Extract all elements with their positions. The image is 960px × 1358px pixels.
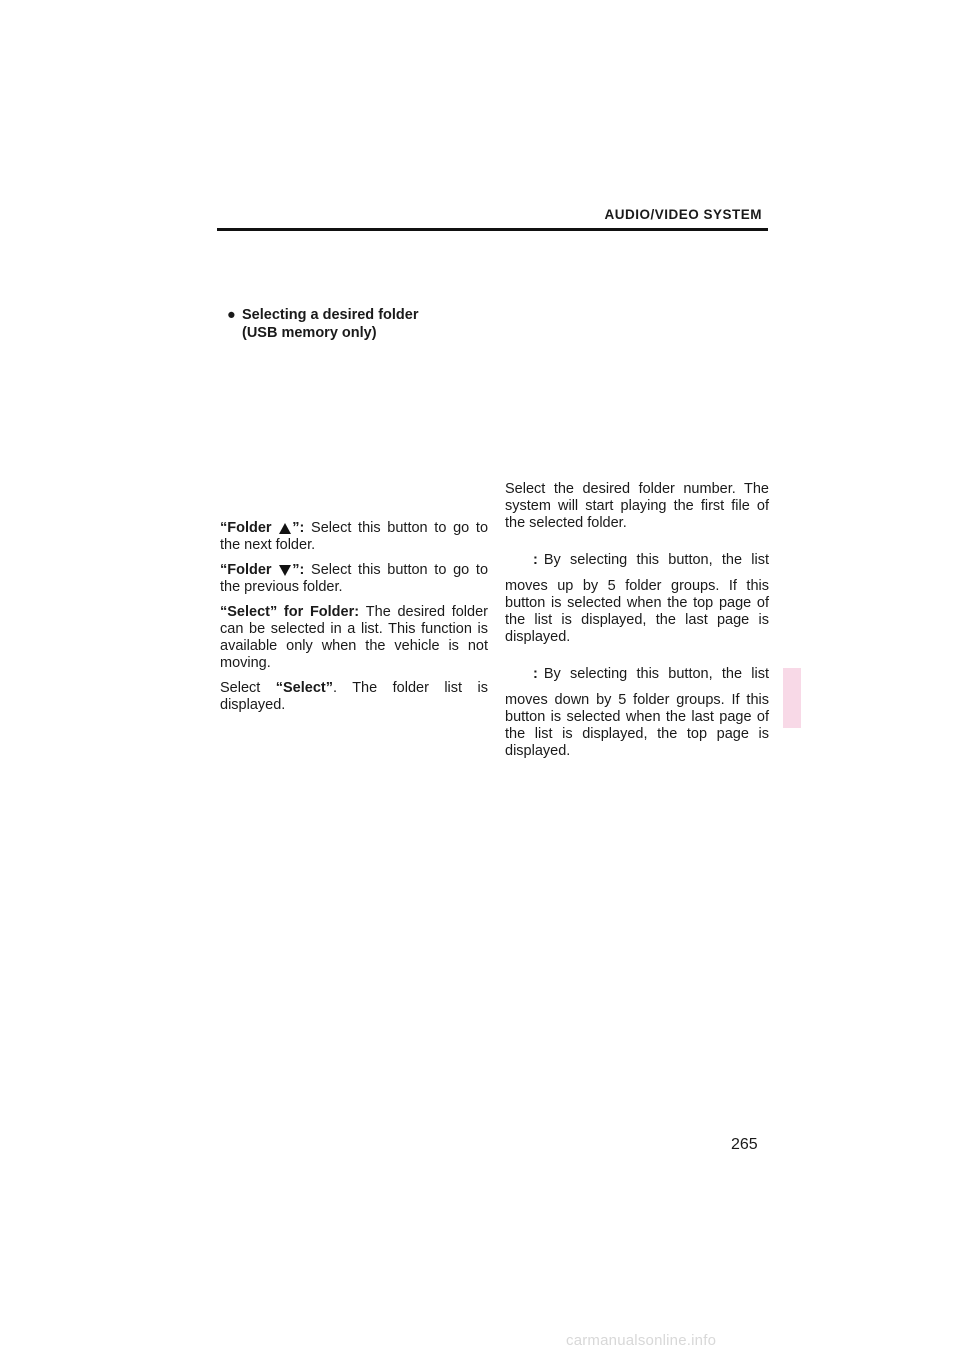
folder-down-label-end: ”:	[292, 562, 312, 578]
folder-down-text: Select this button to go to the previous folder.	[220, 562, 489, 595]
heading-line-2: (USB memory only)	[242, 325, 377, 341]
list-up-text-rest: moves up by 5 folder groups. If this button is selected when the top page of the list is displayed, the last page is displayed.	[505, 578, 769, 645]
left-column	[220, 520, 488, 722]
heading-line-1: Selecting a desired folder	[242, 307, 419, 323]
list-down-text-first: By selecting this button, the list	[543, 666, 769, 682]
select-instruction-post: . The folder list is displayed.	[220, 680, 488, 713]
list-up-description	[505, 552, 769, 646]
right-column	[505, 481, 769, 768]
list-up-colon: :	[533, 552, 538, 568]
watermark: carmanualsonline.info	[566, 1332, 717, 1349]
folder-up-label: “Folder	[220, 520, 279, 536]
list-up-button-placeholder	[505, 552, 533, 569]
list-down-text-rest: moves down by 5 folder groups. If this button is selected when the last page of the list is displayed, the top page is displayed.	[505, 692, 769, 759]
section-title: AUDIO/VIDEO SYSTEM	[604, 207, 762, 222]
select-instruction-pre: Select	[220, 680, 276, 696]
header-rule	[217, 228, 768, 231]
folder-number-instruction: Select the desired folder number. The system will start playing the first file of the selected folder.	[505, 481, 769, 531]
page-number: 265	[731, 1136, 758, 1153]
list-down-colon: :	[533, 666, 538, 682]
up-triangle-icon	[279, 523, 291, 534]
chapter-side-tab	[783, 668, 801, 728]
section-heading	[227, 306, 418, 342]
select-instruction-bold: “Select”	[275, 680, 333, 696]
folder-down-description	[220, 562, 488, 596]
select-instruction	[220, 680, 488, 714]
list-up-text-first: By selecting this button, the list	[543, 552, 769, 568]
folder-down-label: “Folder	[220, 562, 279, 578]
bullet-icon: ●	[227, 307, 236, 323]
folder-up-label-end: ”:	[292, 520, 312, 536]
select-folder-description	[220, 604, 488, 672]
select-folder-text: The desired folder can be selected in a list. This function is available only when the vehicle is not moving.	[220, 604, 488, 671]
folder-up-description	[220, 520, 488, 554]
folder-up-text: Select this button to go to the next folder.	[220, 520, 489, 553]
list-down-description	[505, 666, 769, 760]
down-triangle-icon	[279, 565, 291, 576]
list-down-button-placeholder	[505, 666, 533, 683]
select-folder-label: “Select” for Folder:	[220, 604, 366, 620]
